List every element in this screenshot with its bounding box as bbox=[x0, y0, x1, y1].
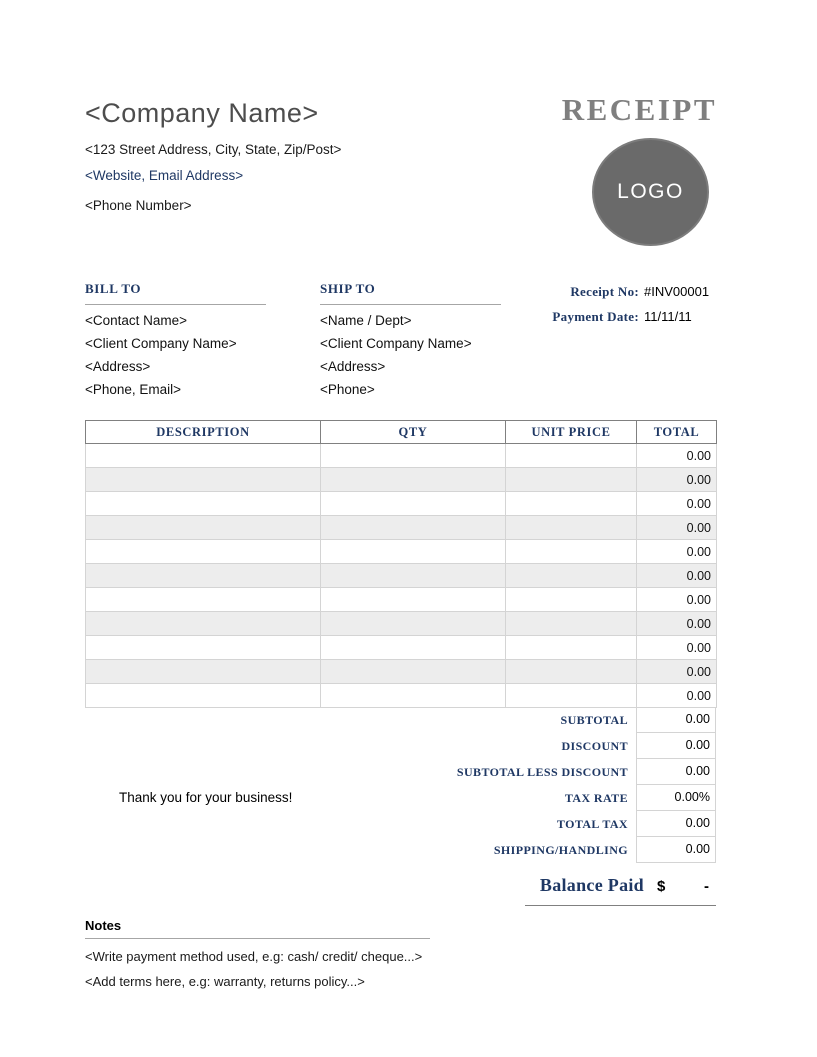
cell-total[interactable]: 0.00 bbox=[637, 444, 717, 468]
table-row bbox=[86, 588, 717, 612]
cell-total[interactable]: 0.00 bbox=[637, 492, 717, 516]
cell-unit-price[interactable] bbox=[506, 684, 637, 708]
notes-section bbox=[85, 918, 715, 989]
cell-description[interactable] bbox=[86, 660, 321, 684]
cell-qty[interactable] bbox=[321, 444, 506, 468]
cell-unit-price[interactable] bbox=[506, 540, 637, 564]
cell-total[interactable]: 0.00 bbox=[637, 540, 717, 564]
bill-to-address[interactable]: <Address> bbox=[85, 359, 151, 374]
summary-value: 0.00 bbox=[636, 811, 716, 837]
cell-unit-price[interactable] bbox=[506, 636, 637, 660]
table-row bbox=[86, 660, 717, 684]
table-row bbox=[86, 540, 717, 564]
cell-unit-price[interactable] bbox=[506, 660, 637, 684]
cell-total[interactable]: 0.00 bbox=[637, 516, 717, 540]
notes-terms[interactable]: <Add terms here, e.g: warranty, returns policy...> bbox=[85, 974, 365, 989]
summary-value: 0.00 bbox=[636, 707, 716, 733]
receipt-no-label: Receipt No: bbox=[570, 284, 639, 299]
ship-to-section bbox=[320, 281, 501, 397]
summary-section bbox=[85, 707, 716, 906]
summary-label: TOTAL TAX bbox=[556, 817, 628, 831]
logo-circle bbox=[592, 138, 709, 246]
summary-value: 0.00 bbox=[636, 759, 716, 785]
cell-qty[interactable] bbox=[321, 588, 506, 612]
balance-amount: - bbox=[704, 878, 709, 895]
ship-to-name-dept[interactable]: <Name / Dept> bbox=[320, 313, 412, 328]
cell-qty[interactable] bbox=[321, 660, 506, 684]
table-row bbox=[86, 684, 717, 708]
receipt-title: RECEIPT bbox=[561, 92, 717, 127]
cell-description[interactable] bbox=[86, 468, 321, 492]
cell-qty[interactable] bbox=[321, 540, 506, 564]
balance-currency-symbol: $ bbox=[657, 878, 666, 895]
ship-to-heading: SHIP TO bbox=[320, 281, 501, 305]
cell-total[interactable]: 0.00 bbox=[637, 684, 717, 708]
payment-date-value[interactable]: 11/11/11 bbox=[644, 309, 692, 324]
table-row bbox=[86, 444, 717, 468]
payment-date-row bbox=[520, 309, 717, 325]
cell-unit-price[interactable] bbox=[506, 588, 637, 612]
bill-to-section bbox=[85, 281, 266, 397]
cell-description[interactable] bbox=[86, 540, 321, 564]
header-qty: QTY bbox=[321, 421, 506, 444]
cell-unit-price[interactable] bbox=[506, 564, 637, 588]
summary-rows bbox=[85, 707, 716, 863]
cell-description[interactable] bbox=[86, 588, 321, 612]
bill-to-contact-name[interactable]: <Contact Name> bbox=[85, 313, 188, 328]
logo-text: LOGO bbox=[617, 180, 684, 203]
balance-paid-label: Balance Paid bbox=[539, 875, 644, 895]
summary-label: SHIPPING/HANDLING bbox=[493, 843, 628, 857]
notes-payment-method[interactable]: <Write payment method used, e.g: cash/ credit/ cheque...> bbox=[85, 949, 423, 964]
cell-total[interactable]: 0.00 bbox=[637, 468, 717, 492]
cell-description[interactable] bbox=[86, 684, 321, 708]
thank-you-message: Thank you for your business! bbox=[119, 790, 293, 805]
receipt-no-value[interactable]: #INV00001 bbox=[644, 284, 710, 299]
cell-qty[interactable] bbox=[321, 516, 506, 540]
cell-qty[interactable] bbox=[321, 612, 506, 636]
ship-to-company-name[interactable]: <Client Company Name> bbox=[320, 336, 472, 351]
receipt-meta bbox=[520, 284, 717, 334]
company-phone[interactable]: <Phone Number> bbox=[85, 198, 192, 213]
cell-total[interactable]: 0.00 bbox=[637, 588, 717, 612]
cell-unit-price[interactable] bbox=[506, 468, 637, 492]
bill-to-heading: BILL TO bbox=[85, 281, 266, 305]
table-row bbox=[86, 612, 717, 636]
summary-label: TAX RATE bbox=[564, 791, 628, 805]
line-items-table bbox=[85, 420, 716, 708]
company-address[interactable]: <123 Street Address, City, State, Zip/Post> bbox=[85, 142, 342, 157]
summary-row bbox=[85, 733, 716, 759]
summary-row bbox=[85, 837, 716, 863]
cell-description[interactable] bbox=[86, 636, 321, 660]
line-items-body bbox=[86, 444, 717, 708]
cell-unit-price[interactable] bbox=[506, 444, 637, 468]
table-row bbox=[86, 636, 717, 660]
cell-qty[interactable] bbox=[321, 468, 506, 492]
cell-description[interactable] bbox=[86, 444, 321, 468]
summary-label: DISCOUNT bbox=[561, 739, 628, 753]
cell-unit-price[interactable] bbox=[506, 516, 637, 540]
notes-heading: Notes bbox=[85, 918, 430, 939]
summary-value: 0.00% bbox=[636, 785, 716, 811]
bill-to-company-name[interactable]: <Client Company Name> bbox=[85, 336, 237, 351]
cell-total[interactable]: 0.00 bbox=[637, 660, 717, 684]
table-row bbox=[86, 516, 717, 540]
summary-row bbox=[85, 811, 716, 837]
cell-total[interactable]: 0.00 bbox=[637, 636, 717, 660]
table-row bbox=[86, 492, 717, 516]
cell-unit-price[interactable] bbox=[506, 612, 637, 636]
cell-total[interactable]: 0.00 bbox=[637, 612, 717, 636]
ship-to-address[interactable]: <Address> bbox=[320, 359, 386, 374]
balance-paid-row bbox=[525, 875, 716, 906]
cell-unit-price[interactable] bbox=[506, 492, 637, 516]
cell-description[interactable] bbox=[86, 564, 321, 588]
header-description: DESCRIPTION bbox=[86, 421, 321, 444]
payment-date-label: Payment Date: bbox=[552, 309, 639, 324]
header-total: TOTAL bbox=[637, 421, 717, 444]
company-block bbox=[85, 98, 341, 213]
table-header-row bbox=[86, 421, 717, 444]
summary-label: SUBTOTAL bbox=[560, 713, 628, 727]
summary-label: SUBTOTAL LESS DISCOUNT bbox=[456, 765, 628, 779]
company-name[interactable]: <Company Name> bbox=[85, 98, 319, 128]
summary-row bbox=[85, 707, 716, 733]
cell-description[interactable] bbox=[86, 492, 321, 516]
receipt-no-row bbox=[520, 284, 717, 300]
summary-row bbox=[85, 759, 716, 785]
cell-description[interactable] bbox=[86, 516, 321, 540]
table-row bbox=[86, 468, 717, 492]
cell-description[interactable] bbox=[86, 612, 321, 636]
summary-value: 0.00 bbox=[636, 733, 716, 759]
bill-to-phone-email[interactable]: <Phone, Email> bbox=[85, 382, 182, 397]
cell-total[interactable]: 0.00 bbox=[637, 564, 717, 588]
header-unit-price: UNIT PRICE bbox=[506, 421, 637, 444]
cell-qty[interactable] bbox=[321, 492, 506, 516]
ship-to-phone[interactable]: <Phone> bbox=[320, 382, 375, 397]
cell-qty[interactable] bbox=[321, 684, 506, 708]
summary-value: 0.00 bbox=[636, 837, 716, 863]
cell-qty[interactable] bbox=[321, 636, 506, 660]
balance-paid-value bbox=[644, 878, 716, 895]
cell-qty[interactable] bbox=[321, 564, 506, 588]
company-website-email[interactable]: <Website, Email Address> bbox=[85, 168, 244, 183]
table-row bbox=[86, 564, 717, 588]
